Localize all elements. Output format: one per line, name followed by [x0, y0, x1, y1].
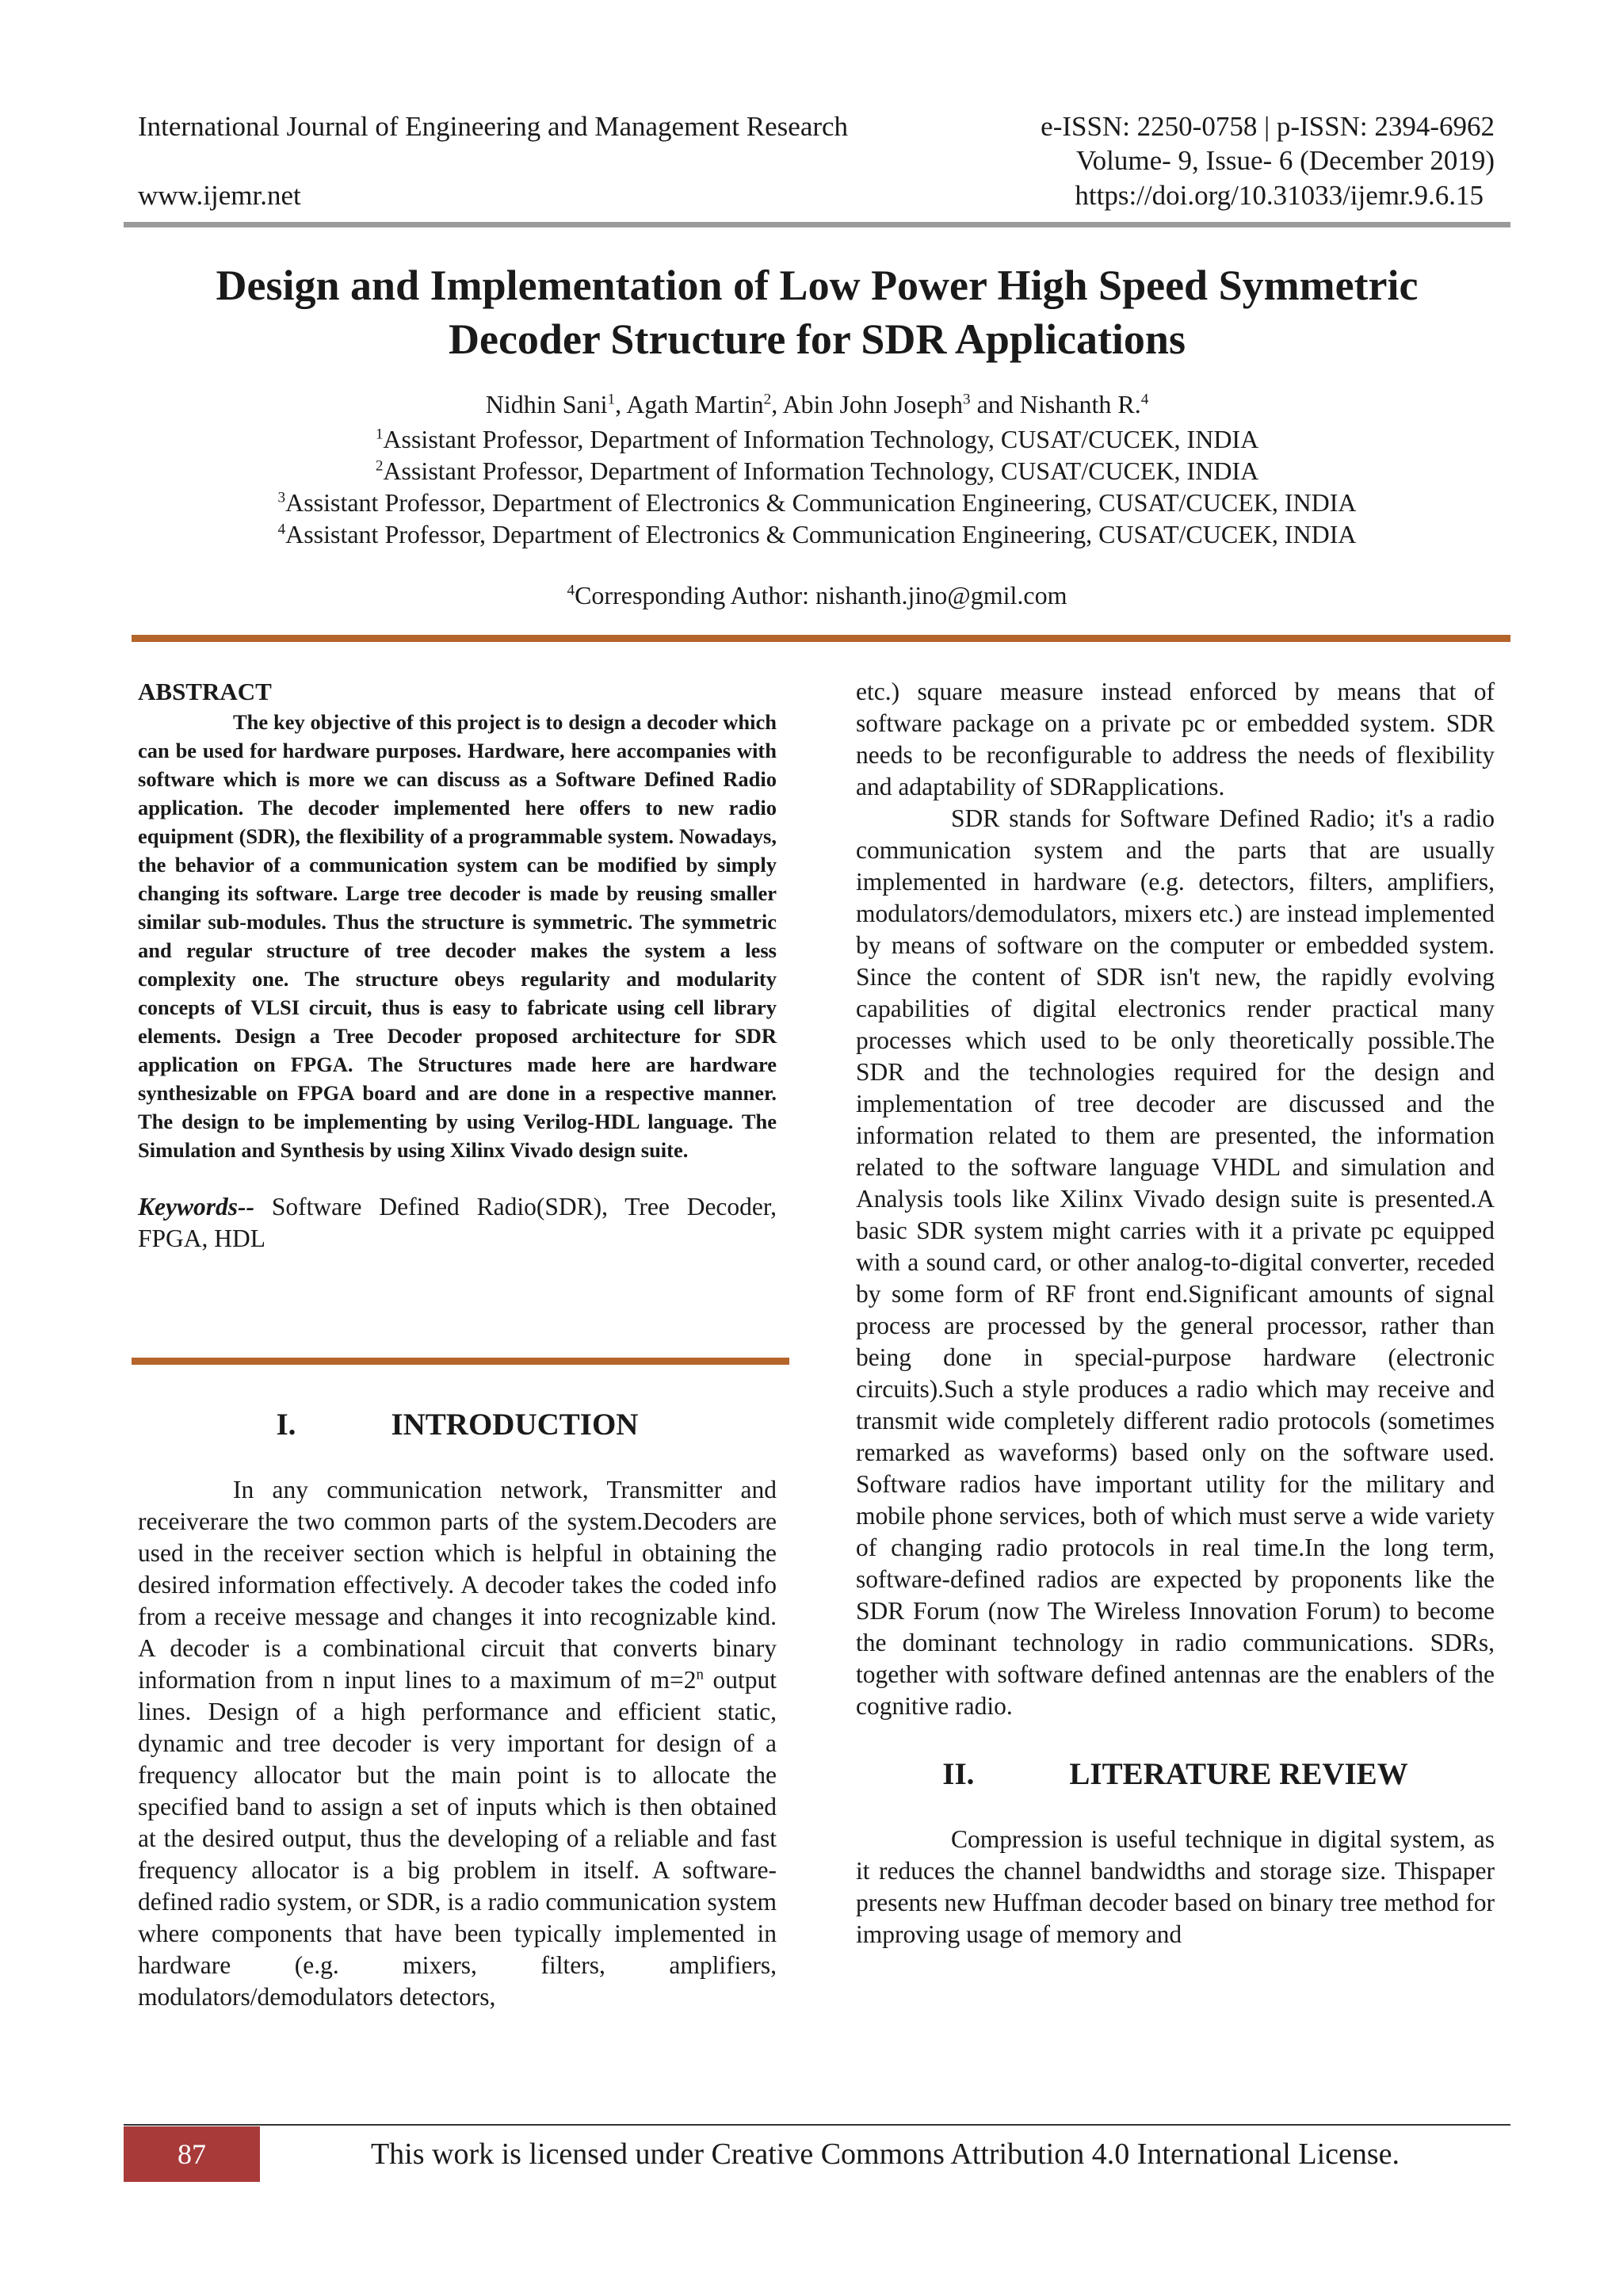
affiliation-mark: 3 — [277, 489, 286, 506]
author-4: Nishanth R. — [1019, 390, 1141, 418]
issn: e-ISSN: 2250-0758 | p-ISSN: 2394-6962 — [1041, 111, 1495, 142]
affiliation-mark: 1 — [375, 426, 384, 443]
corresponding-author — [124, 579, 1510, 611]
author-3-mark: 3 — [963, 391, 971, 408]
keywords-text: Software Defined Radio(SDR), Tree Decoder, FPGA, HDL — [138, 1193, 777, 1252]
keywords — [138, 1191, 777, 1255]
affiliation-4 — [124, 518, 1510, 550]
title-divider — [132, 635, 1510, 642]
title-line-1: Design and Implementation of Low Power High Speed Symmetric — [216, 262, 1419, 309]
title-line-2: Decoder Structure for SDR Applications — [449, 315, 1186, 363]
keywords-label: Keywords-- — [138, 1193, 254, 1221]
abstract-divider — [132, 1358, 789, 1365]
author-4-mark: 4 — [1140, 391, 1149, 408]
introduction-section — [138, 1406, 777, 2013]
footer-divider — [124, 2124, 1510, 2126]
intro-text-a: In any communication network, Transmitter and receiverare the two common parts of the system.Decoders are used in the receiver section which is helpful in obtaining the desired information effectively. A decoder takes the coded info from a receive message and changes it into recognizable kind. A decoder is a combinational circuit that converts binary information from n input lines to a maximum of m=2 — [138, 1476, 777, 1694]
left-column — [138, 676, 777, 1255]
author-2: Agath Martin — [626, 390, 764, 418]
intro-text-b: output lines. Design of a high performance and efficient static, dynamic and tree decoder is very important for design of a frequency allocator but the main point is to allocate the specified band to assign a set of inputs which is then obtained at the desired output, thus the developing of a reliable and fast frequency allocator is a big problem in itself. A software-defined radio system, or SDR, is a radio communication system where components that have been typically implemented in hardware (e.g. mixers, filters, amplifiers, modulators/demodulators detectors, — [138, 1666, 777, 2011]
affiliation-text: Assistant Professor, Department of Information Technology, CUSAT/CUCEK, INDIA — [383, 457, 1259, 485]
author-2-mark: 2 — [763, 391, 772, 408]
paper-title — [124, 258, 1510, 366]
section-title: INTRODUCTION — [391, 1408, 639, 1442]
affiliation-mark: 2 — [375, 457, 384, 475]
affiliation-text: Assistant Professor, Department of Information Technology, CUSAT/CUCEK, INDIA — [383, 425, 1259, 453]
section-title: LITERATURE REVIEW — [1069, 1757, 1408, 1791]
literature-paragraph: Compression is useful technique in digital system, as it reduces the channel bandwidths and storage size. Thispaper presents new Huffman decoder based on binary tree method for improving usage of memory and — [856, 1825, 1495, 1948]
introduction-paragraph — [138, 1474, 777, 2013]
page-number: 87 — [124, 2126, 260, 2182]
affiliation-3 — [124, 487, 1510, 518]
section-number: II. — [942, 1757, 975, 1791]
affiliation-text: Assistant Professor, Department of Electronics & Communication Engineering, CUSAT/CUCEK, INDIA — [285, 488, 1357, 517]
affiliation-mark: 4 — [277, 521, 286, 538]
abstract-body: The key objective of this project is to design a decoder which can be used for hardware purposes. Hardware, here accompanies with software which is more we can discuss as a Software Defined Radio application. The decoder implemented here offers to new radio equipment (SDR), the flexibility of a programmable system. Nowadays, the behavior of a communication system can be modified by simply changing its software. Large tree decoder is made by reusing smaller similar sub-modules. Thus the structure is symmetric. The symmetric and regular structure of tree decoder makes the system a less complexity one. The structure obeys regularity and modularity concepts of VLSI circuit, thus is easy to fabricate using cell library elements. Design a Tree Decoder proposed architecture for SDR application on FPGA. The Structures made here are hardware synthesizable on FPGA board and are done in a respective manner. The design to be implementing by using Verilog-HDL language. The Simulation and Synthesis by using Xilinx Vivado design suite. — [138, 710, 777, 1162]
abstract-heading: ABSTRACT — [138, 678, 272, 705]
journal-website[interactable]: www.ijemr.net — [138, 180, 301, 211]
affiliation-text: Assistant Professor, Department of Electronics & Communication Engineering, CUSAT/CUCEK, INDIA — [285, 520, 1357, 548]
sdr-paragraph: SDR stands for Software Defined Radio; it's a radio communication system and the parts that are usually implemented in hardware (e.g. detectors, filters, amplifiers, modulators/demodulators, mixers etc.) are instead implemented by means of software on the computer or embedded system. Since the content of SDR isn't new, the rapidly evolving capabilities of digital electronics render practical many processes which used to be only theoretically possible.The SDR and the technologies required for the design and implementation of tree decoder are discussed and the information related to them are presented, the information related to the software language VHDL and simulation and Analysis tools like Xilinx Vivado design suite is presented.A basic SDR system might carries with it a private pc equipped with a sound card, or other analog-to-digital converter, receded by some form of RF front end.Significant amounts of signal process are processed by the general processor, rather than being done in special-purpose hardware (electronic circuits).Such a style produces a radio which may receive and transmit wide completely different radio protocols (sometimes remarked as waveforms) based only on the software used. Software radios have important utility for the military and mobile phone services, both of which must serve a wide variety of changing radio protocols in real time.In the long term, software-defined radios are expected by proponents like the SDR Forum (now The Wireless Innovation Forum) to become the dominant technology in radio communications. SDRs, together with software defined antennas are the enablers of the cognitive radio. — [856, 804, 1495, 1720]
doi-link[interactable]: https://doi.org/10.31033/ijemr.9.6.15 — [1075, 180, 1484, 211]
literature-review-heading — [856, 1755, 1495, 1794]
intro-exponent: n — [696, 1666, 704, 1683]
corresponding-text[interactable]: Corresponding Author: nishanth.jino@gmil.com — [575, 581, 1067, 609]
introduction-heading — [138, 1406, 777, 1444]
right-column — [856, 676, 1495, 1950]
author-1: Nidhin Sani — [485, 390, 608, 418]
journal-name: International Journal of Engineering and Management Research — [138, 111, 849, 142]
author-list: Nidhin Sani$^1$, Agath Martin$^2$, Abin John Joseph$^3$ and Nishanth R.$^4$ — [485, 390, 1149, 418]
license-notice: This work is licensed under Creative Commons Attribution 4.0 International License. — [370, 2137, 1400, 2171]
affiliation-1 — [124, 423, 1510, 455]
header-divider — [124, 222, 1510, 227]
corresponding-mark: 4 — [567, 582, 575, 599]
author-1-mark: 1 — [607, 391, 616, 408]
section-number: I. — [276, 1408, 296, 1442]
volume-issue: Volume- 9, Issue- 6 (December 2019) — [1075, 145, 1495, 176]
continued-paragraph: etc.) square measure instead enforced by means that of software package on a private pc or embedded system. SDR needs to be reconfigurable to address the needs of flexibility and adaptability of SDRapplications. — [856, 678, 1495, 800]
affiliation-2 — [124, 455, 1510, 487]
author-3: Abin John Joseph — [782, 390, 963, 418]
